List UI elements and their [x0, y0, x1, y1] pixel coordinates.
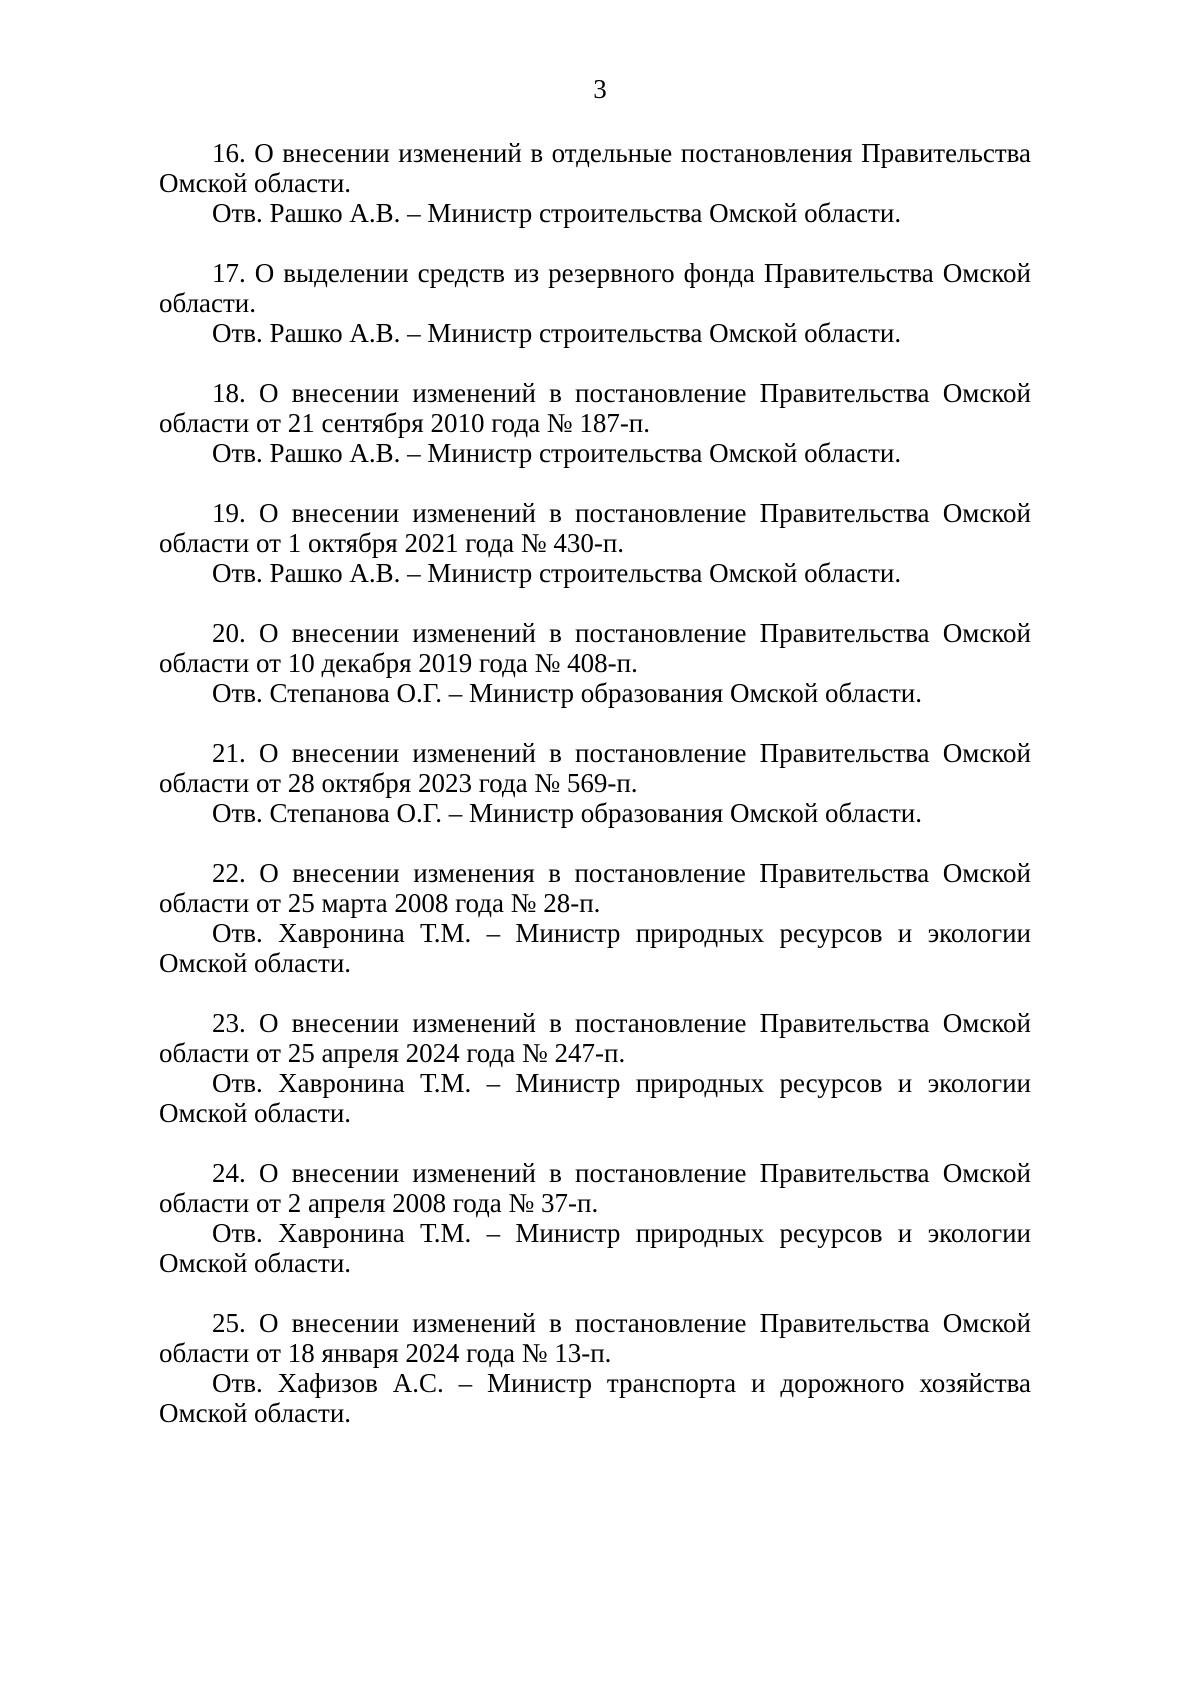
agenda-item-responsible: Отв. Хавронина Т.М. – Министр природных ресурсов и экологии Омской области. — [159, 1218, 1031, 1278]
agenda-item-responsible: Отв. Степанова О.Г. – Министр образования Омской области. — [212, 798, 922, 828]
agenda-item-text: 19. О внесении изменений в постановление Правительства Омской области от 1 октября 2021 года № 430-п. — [159, 498, 1031, 558]
agenda-item-16 — [159, 138, 1031, 228]
agenda-item-24 — [159, 1158, 1031, 1278]
agenda-item-responsible: Отв. Рашко А.В. – Министр строительства Омской области. — [212, 198, 902, 228]
agenda-item-22 — [159, 858, 1031, 978]
agenda-item-17 — [159, 258, 1031, 348]
agenda-item-19 — [159, 498, 1031, 588]
agenda-item-text: 16. О внесении изменений в отдельные постановления Правительства Омской области. — [159, 138, 1031, 198]
agenda-item-25 — [159, 1308, 1031, 1428]
agenda-item-21 — [159, 738, 1031, 828]
agenda-item-20 — [159, 618, 1031, 708]
agenda-item-responsible: Отв. Рашко А.В. – Министр строительства Омской области. — [212, 438, 902, 468]
page-number: 3 — [593, 74, 607, 104]
agenda-item-23 — [159, 1008, 1031, 1128]
agenda-item-text: 20. О внесении изменений в постановление Правительства Омской области от 10 декабря 2019 года № 408-п. — [159, 618, 1031, 678]
agenda-item-responsible: Отв. Хавронина Т.М. – Министр природных ресурсов и экологии Омской области. — [159, 1068, 1031, 1128]
agenda-item-responsible: Отв. Рашко А.В. – Министр строительства Омской области. — [212, 558, 902, 588]
agenda-item-text: 17. О выделении средств из резервного фонда Правительства Омской области. — [159, 258, 1031, 318]
agenda-item-text: 18. О внесении изменений в постановление Правительства Омской области от 21 сентября 2010 года № 187-п. — [159, 378, 1031, 438]
agenda-item-responsible: Отв. Хафизов А.С. – Министр транспорта и дорожного хозяйства Омской области. — [159, 1368, 1031, 1428]
agenda-list — [159, 138, 1031, 1458]
agenda-item-text: 21. О внесении изменений в постановление Правительства Омской области от 28 октября 2023 года № 569-п. — [159, 738, 1031, 798]
agenda-item-text: 23. О внесении изменений в постановление Правительства Омской области от 25 апреля 2024 года № 247-п. — [159, 1008, 1031, 1068]
agenda-item-text: 25. О внесении изменений в постановление Правительства Омской области от 18 января 2024 года № 13-п. — [159, 1308, 1031, 1368]
agenda-item-text: 22. О внесении изменения в постановление Правительства Омской области от 25 марта 2008 года № 28-п. — [159, 858, 1031, 918]
agenda-item-responsible: Отв. Хавронина Т.М. – Министр природных ресурсов и экологии Омской области. — [159, 918, 1031, 978]
agenda-item-18 — [159, 378, 1031, 468]
agenda-item-responsible: Отв. Степанова О.Г. – Министр образования Омской области. — [212, 678, 922, 708]
agenda-item-responsible: Отв. Рашко А.В. – Министр строительства Омской области. — [212, 318, 902, 348]
agenda-item-text: 24. О внесении изменений в постановление Правительства Омской области от 2 апреля 2008 года № 37-п. — [159, 1158, 1031, 1218]
